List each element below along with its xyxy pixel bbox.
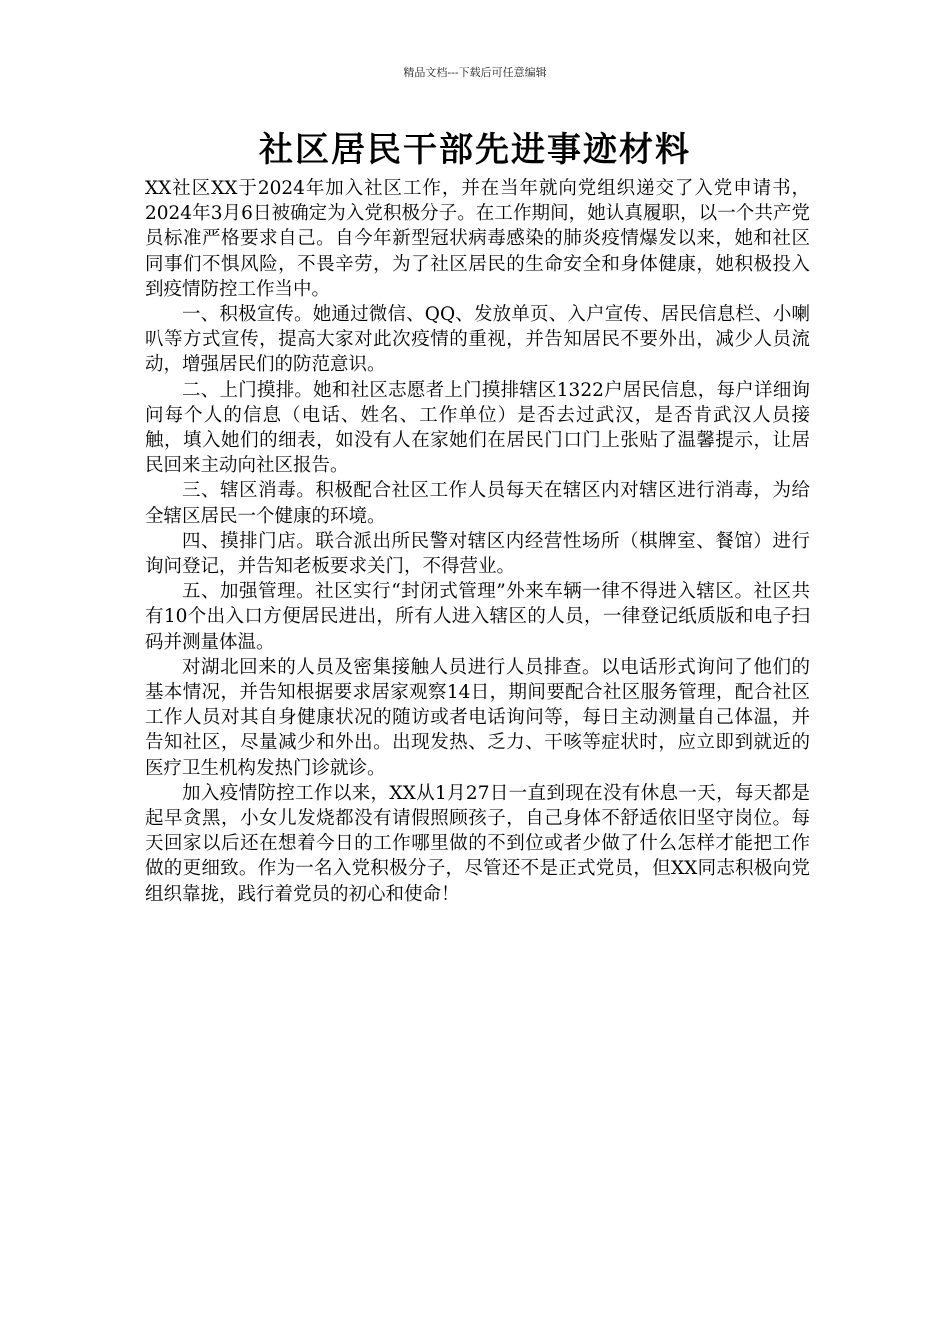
- document-body: [145, 176, 810, 907]
- paragraph-intro: XX社区XX于2024年加入社区工作，并在当年就向党组织递交了入党申请书，2024年3月6日被确定为入党积极分子。在工作期间，她认真履职，以一个共产党员标准严格要求自己。自今年新型冠状病毒感染的肺炎疫情爆发以来，她和社区同事们不惧风险，不畏辛劳，为了社区居民的生命安全和身体健康，她积极投入到疫情防控工作当中。: [145, 178, 810, 300]
- paragraph-conclusion: 加入疫情防控工作以来，XX从1月27日一直到现在没有休息一天，每天都是起早贪黑，小女儿发烧都没有请假照顾孩子，自己身体不舒适依旧坚守岗位。每天回家以后还在想着今日的工作哪里做的不到位或者少做了什么怎样才能把工作做的更细致。作为一名入党积极分子，尽管还不是正式党员，但XX同志积极向党组织靠拢，践行着党员的初心和使命！: [145, 782, 810, 905]
- paragraph-publicity: 一、积极宣传。她通过微信、QQ、发放单页、入户宣传、居民信息栏、小喇叭等方式宣传，提高大家对此次疫情的重视，并告知居民不要外出，减少人员流动，增强居民们的防范意识。: [145, 304, 810, 376]
- document-title: 社区居民干部先进事迹材料: [259, 130, 691, 170]
- paragraph-screening: 对湖北回来的人员及密集接触人员进行人员排查。以电话形式询问了他们的基本情况，并告知根据要求居家观察14日，期间要配合社区服务管理，配合社区工作人员对其自身健康状况的随访或者电话询问等，每日主动测量自己体温，并告知社区，尽量减少和外出。出现发热、乏力、干咳等症状时，应立即到就近的医疗卫生机构发热门诊就诊。: [145, 656, 810, 779]
- paragraph-management: 五、加强管理。社区实行“封闭式管理”外来车辆一律不得进入辖区。社区共有10个出入口方便居民进出，所有人进入辖区的人员，一律登记纸质版和电子扫码并测量体温。: [145, 581, 810, 653]
- paragraph-door-to-door: 二、上门摸排。她和社区志愿者上门摸排辖区1322户居民信息，每户详细询问每个人的信息（电话、姓名、工作单位）是否去过武汉，是否肯武汉人员接触，填入她们的细表，如没有人在家她们在居民门口门上张贴了温馨提示，让居民回来主动向社区报告。: [145, 379, 810, 477]
- header-note: 精品文档---下载后可任意编辑: [403, 66, 547, 79]
- paragraph-shop-inspection: 四、摸排门店。联合派出所民警对辖区内经营性场所（棋牌室、餐馆）进行询问登记，并告知老板要求关门，不得营业。: [145, 530, 810, 578]
- paragraph-disinfection: 三、辖区消毒。积极配合社区工作人员每天在辖区内对辖区进行消毒，为给全辖区居民一个健康的环境。: [145, 480, 810, 527]
